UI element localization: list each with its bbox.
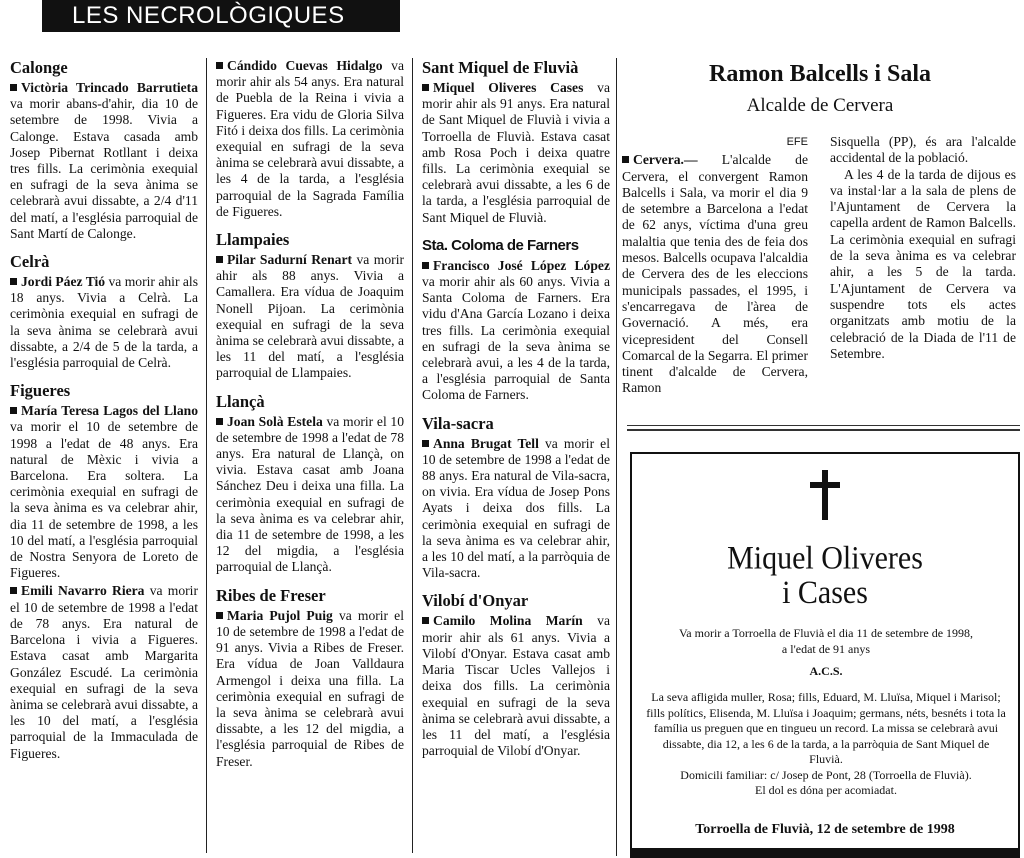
feature-paragraph: Sisquella (PP), és ara l'alcalde accidental de la població. [830, 134, 1016, 166]
section-divider [627, 429, 1020, 431]
bullet-icon [622, 156, 629, 163]
bullet-icon [10, 587, 17, 594]
obituary-column-2 [216, 58, 404, 772]
agency-credit: EFE [786, 136, 808, 148]
deceased-name: Anna Brugat Tell [433, 435, 539, 451]
feature-subhead: Alcalde de Cervera [746, 95, 894, 116]
deceased-name: Francisco José López López [433, 257, 610, 273]
obituary-entry [422, 258, 610, 404]
deceased-name: Camilo Molina Marín [433, 613, 583, 629]
deceased-name: Victòria Trincado Barrutieta [21, 80, 198, 95]
section-divider [627, 425, 1020, 426]
obituary-entry [216, 58, 404, 220]
death-line: Va morir a Torroella de Fluvià el dia 11 de setembre de 1998, [678, 626, 974, 640]
notice-dol: El dol es dóna per acomiadat. [755, 783, 897, 797]
obituary-column-1 [10, 58, 198, 764]
bullet-icon [216, 418, 223, 425]
deceased-name: Miquel Oliveres Cases [433, 80, 584, 95]
deceased-name: Jordi Páez Tió [21, 274, 106, 290]
town-heading: Figueres [10, 381, 71, 401]
obituary-text: va morir el 10 de setembre de 1998 a l'edat de 88 anys. Era natural de Vila-sacra, on vivia. Era vídua de Josep Pons Ayats i deixa dos fills. La cerimònia exequial en sufragi de la seva ànima es va celebrar ahir, a les 10 del matí, a la parròquia de Vila-sacra. [422, 435, 610, 581]
bullet-icon [216, 62, 223, 69]
town-heading: Vilobí d'Onyar [422, 591, 529, 611]
obituary-text: va morir ahir als 88 anys. Vivia a Camallera. Era vídua de Joaquim Nonell Pijoan. La cerimònia exequial en sufragi de la seva ànima se celebrarà avui dissabte, a les 11 del matí, a l'església parroquial de Llampaies. [216, 252, 404, 381]
deceased-name: Pilar Sadurní Renart [227, 252, 353, 268]
obituary-text: va morir ahir als 18 anys. Vivia a Celrà. La cerimònia exequial en sufragi de la seva ànima se celebrarà avui dissabte, a 2/4 de 5 de la tarda, a l'església parroquial de Celrà. [10, 274, 198, 371]
deceased-name: María Teresa Lagos del Llano [21, 403, 198, 419]
feature-headline: Ramon Balcells i Sala [708, 61, 931, 87]
feature-paragraph [622, 152, 808, 396]
town-heading: Vila-sacra [422, 413, 494, 433]
deceased-name [632, 541, 1018, 610]
town-heading: Sta. Coloma de Farners [422, 236, 579, 254]
bullet-icon [10, 407, 17, 414]
obituary-entry [422, 436, 610, 582]
town-heading: Llançà [216, 391, 265, 411]
feature-text: L'alcalde de Cervera, el convergent Ramon Balcells i Sala, va morir el dia 9 de setembre a Barcelona a l'edat de 62 anys, víctima d'una greu malaltia que tenia des de feia dos mesos. Balcells ocupava l'alcaldia de Cervera des de les eleccions municipals passades, el 1995, i s'encarregava de l'àrea de Governació. A més, era vicepresident del Consell Comarcal de la Segarra. El primer tinent d'alcalde de Cervera, Ramon [622, 152, 808, 396]
dateline: Cervera.— [633, 152, 698, 168]
feature-paragraph: A les 4 de la tarda de dijous es va instal·lar a la sala de plens de l'Ajuntament de Cervera la capella ardent de Ramon Balcells. La cerimònia exequial en sufragi de la seva ànima es va celebrar ahir, a les 5 de la tarda. L'Ajuntament de Cervera va suspendre tots els actes organitzats amb motiu de la celebració de la Diada de l'11 de Setembre. [830, 166, 1016, 361]
town-heading: Calonge [10, 58, 68, 77]
deceased-name-line: Miquel Oliveres [727, 540, 923, 576]
obituary-text: va morir abans-d'ahir, dia 10 de setembre de 1998. Vivia a Calonge. Estava casada amb Josep Pibernat Rotllant i deixa tres fills. La cerimònia exequial en sufragi de la seva ànima se celebrarà avui dissabte, a 2/4 d'11 del matí, a l'església parroquial de Sant Martí de Calonge. [10, 96, 198, 241]
feature-column-b [830, 134, 1016, 362]
deceased-name: Cándido Cuevas Hidalgo [227, 58, 383, 73]
acs-label: A.C.S. [809, 664, 843, 678]
obituary-text: va morir el 10 de setembre de 1998 a l'edat de 91 anys. Vivia a Ribes de Freser. Era vídua de Joan Valldaura Armengol i deixa una filla. La cerimònia exequial en sufragi de la seva ànima se celebrarà avui dissabte, a les 12 del migdia, a l'església parroquial de Ribes de Freser. [216, 607, 404, 769]
obituary-text: va morir el 10 de setembre de 1998 a l'edat de 48 anys. Era natural de Mèxic i vivia a Barcelona. Era soltera. La cerimònia exequial en sufragi de la seva ànima es va celebrar ahir, dia 11 de setembre de 1998, a les 10 del matí, a l'església parroquial de Nostra Senyora de Loreto de Figueres. [10, 419, 198, 581]
column-divider [206, 58, 207, 853]
obituary-entry [216, 252, 404, 382]
column-divider [412, 58, 413, 853]
notice-body [646, 690, 1006, 799]
town-heading: Llampaies [216, 230, 290, 250]
feature-article [622, 58, 1018, 396]
town-heading: Celrà [10, 252, 50, 272]
bullet-icon [216, 612, 223, 619]
feature-column-a [622, 134, 808, 397]
section-banner: LES NECROLÒGIQUES [42, 0, 400, 32]
obituary-entry [10, 583, 198, 761]
obituary-entry [10, 274, 198, 371]
bullet-icon [216, 256, 223, 263]
bullet-icon [10, 278, 17, 285]
bullet-icon [422, 440, 429, 447]
obituary-text: va morir el 10 de setembre de 1998 a l'edat de 78 anys. Era natural de Barcelona i vivia a Figueres. Estava casat amb Margarita González Escudé. La cerimònia exequial en sufragi de la seva ànima se celebrarà avui dissabte, a les 10 del matí, a l'església parroquial de la Immaculada de Figueres. [10, 583, 198, 761]
notice-body-text: La seva afligida muller, Rosa; fills, Eduard, M. Lluïsa, Miquel i Marisol; fills polítics, Elisenda, M. Lluïsa i Joaquim; germans, néts, besnéts i tota la família us preguen que en tingueu un record. La missa se celebrarà avui dissabte, dia 12, a les 6 de la tarda, a la parròquia de Sant Miquel de Fluvià. [646, 690, 1006, 766]
obituary-entry [10, 403, 198, 581]
bullet-icon [422, 84, 429, 91]
deceased-name: Joan Solà Estela [227, 413, 323, 429]
obituary-entry [422, 613, 610, 759]
town-heading: Ribes de Freser [216, 585, 326, 605]
death-notice [630, 452, 1020, 858]
deceased-name-line: i Cases [782, 574, 868, 611]
obituary-entry [422, 80, 610, 226]
bullet-icon [422, 262, 429, 269]
bullet-icon [422, 617, 429, 624]
obituary-text: va morir el 10 de setembre de 1998 a l'edat de 78 anys. Era natural de Llançà, on vivia. Estava casat amb Joana Sánchez Deu i deixa una filla. La cerimònia exequial en sufragi de la seva ànima es va celebrar ahir, dia 11 de setembre de 1998, a les 12 del migdia, a l'església parroquial de Llançà. [216, 413, 405, 575]
obituary-text: va morir ahir als 91 anys. Era natural de Sant Miquel de Fluvià i vivia a Torroella de Fluvià. Estava casat amb Rosa Poch i deixa quatre fills. La cerimònia exequial se celebrarà avui dissabte, a les 6 de la tarda, a l'església parroquial de Sant Miquel de Fluvià. [422, 80, 610, 225]
deceased-name: Maria Pujol Puig [227, 607, 333, 623]
cross-icon [810, 470, 840, 520]
obituary-text: va morir ahir als 54 anys. Era natural de Puebla de la Reina i vivia a Figueres. Era vidu de Gloria Silva Fitó i deixa dos fills. La cerimònia exequial en sufragi de la seva ànima se celebrarà avui dissabte, a les 4 de la tarda, a l'església parroquial de la Sagrada Família de Figueres. [216, 58, 404, 219]
obituary-entry [10, 80, 198, 242]
obituary-entry [216, 608, 404, 770]
bullet-icon [10, 84, 17, 91]
notice-address: Domicili familiar: c/ Josep de Pont, 28 (Torroella de Fluvià). [680, 767, 972, 782]
obituary-column-3 [422, 58, 610, 761]
obituary-text: va morir ahir als 60 anys. Vivia a Santa Coloma de Farners. Era vidu d'Ana García Lozano i deixa tres fills. La cerimònia exequial en sufragi de la seva ànima se celebrarà avui, a les 4 de la tarda, a l'església parroquial de Santa Coloma de Farners. [422, 274, 610, 403]
death-line: a l'edat de 91 anys [781, 641, 871, 656]
obituary-entry [216, 414, 404, 576]
death-details [646, 626, 1006, 657]
notice-footer: Torroella de Fluvià, 12 de setembre de 1998 [695, 822, 955, 837]
town-heading: Sant Miquel de Fluvià [422, 58, 579, 77]
obituary-text: va morir ahir als 61 anys. Vivia a Vilobí d'Onyar. Estava casat amb Maria Tiscar Ucles Vallejos i deixa dos fills. La cerimònia exequial en sufragi de la seva ànima se celebrarà avui dissabte, a les 11 del matí, a l'església parroquial de Vilobí d'Onyar. [422, 613, 610, 759]
deceased-name: Emili Navarro Riera [21, 583, 145, 599]
column-divider [616, 58, 617, 856]
notice-bottom-bar [632, 848, 1018, 858]
